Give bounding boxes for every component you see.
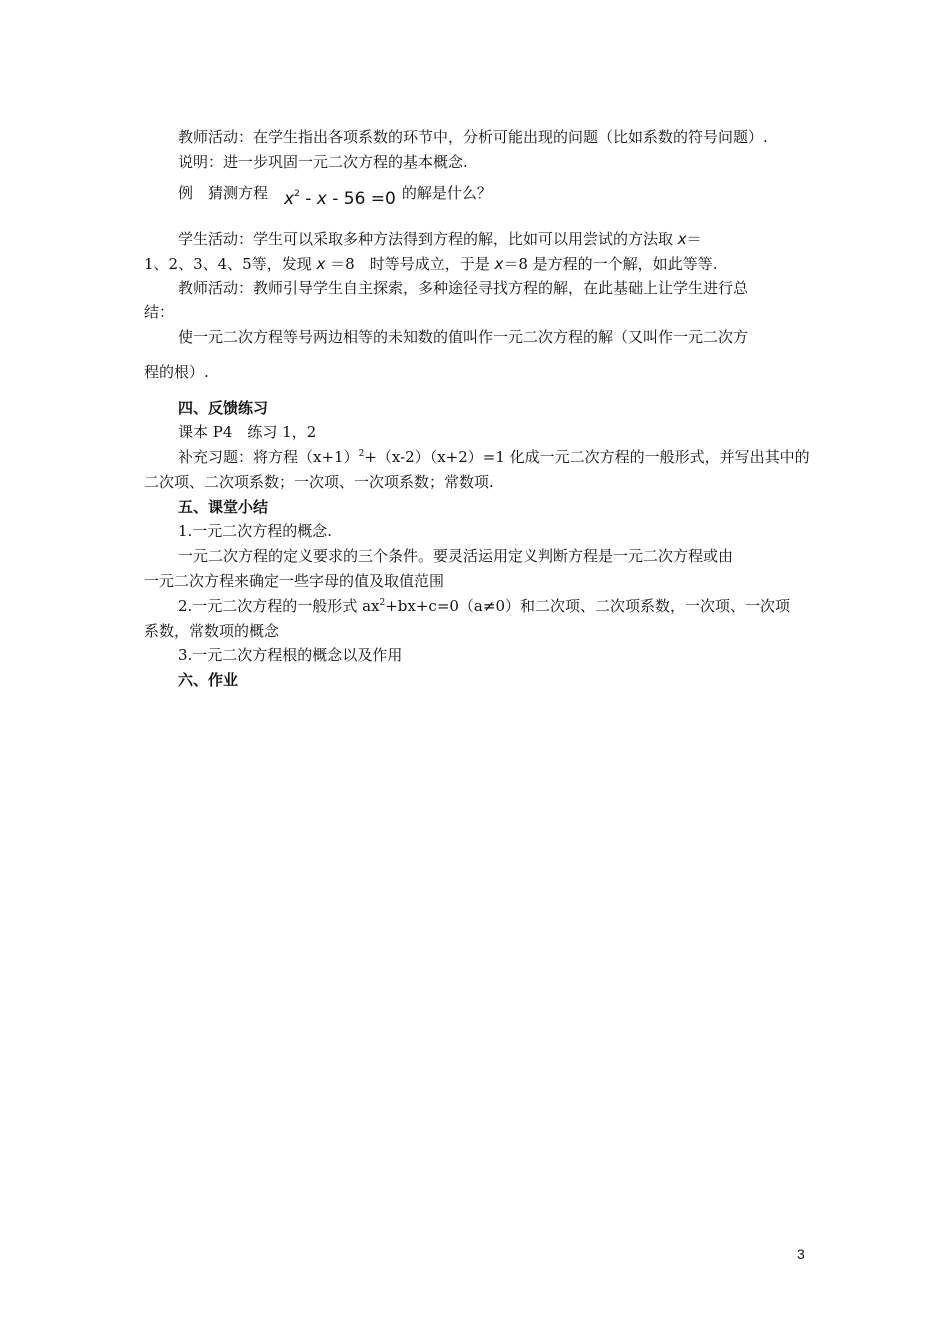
root-definition-line-1: 使一元二次方程等号两边相等的未知数的值叫作一元二次方程的解（又叫作一元二次方 [178,328,749,346]
summary-item-1-desc-line-1: 一元二次方程的定义要求的三个条件。要灵活运用定义判断方程是一元二次方程或由 [178,547,734,565]
student-activity-line-1: 学生活动：学生可以采取多种方法得到方程的解，比如可以用尝试的方法取 x＝ [178,230,702,248]
summary-item-2-line-2: 系数，常数项的概念 [144,622,280,640]
teacher-activity-2-line-2: 结： [144,303,175,321]
section-heading-feedback-practice: 四、反馈练习 [178,399,269,417]
page-number: 3 [797,1246,805,1262]
section-heading-class-summary: 五、课堂小结 [178,498,269,516]
root-definition-line-2: 程的根）. [144,363,209,381]
quadratic-equation: $x^2 - x - 56 =0$ [284,189,396,209]
summary-item-3: 3.一元二次方程根的概念以及作用 [178,646,403,664]
paragraph-text: 教师活动：在学生指出各项系数的环节中，分析可能出现的问题（比如系数的符号问题）. [178,128,768,146]
example-question: 的解是什么？ [401,184,492,202]
paragraph-text: 说明：进一步巩固一元二次方程的基本概念. [178,153,468,171]
paragraph-teacher-activity-1 [178,127,812,147]
summary-item-2-line-1: 2.一元二次方程的一般形式 $ax^2+bx+c=0(a\ne 0)$和二次项、二次项系数，一次项、一次项 [178,597,790,615]
supplementary-exercise-line-1: 补充习题：将方程$(x+1)^2+(x-2)(x+2)=1$ 化成一元二次方程的一般形式，并写出其中的 [178,448,810,466]
section-heading-homework: 六、作业 [178,671,239,689]
teacher-activity-2-line-1: 教师活动：教师引导学生自主探索，多种途径寻找方程的解，在此基础上让学生进行总 [178,279,749,297]
textbook-exercise-item: 课本 P4 练习 1，2 [178,423,317,441]
example-label: 例 猜测方程 [178,184,269,202]
student-activity-line-2: 1、2、3、4、5等，发现 x ＝8 时等号成立，于是 x＝8 是方程的一个解，如此等等. [144,255,718,273]
supplementary-exercise-line-2: 二次项、二次项系数；一次项、一次项系数；常数项. [144,473,494,491]
paragraph-explanation [178,152,812,172]
summary-item-1-desc-line-2: 一元二次方程来确定一些字母的值及取值范围 [144,572,445,590]
summary-item-1: 1.一元二次方程的概念. [178,522,333,540]
example-paragraph [178,178,812,209]
